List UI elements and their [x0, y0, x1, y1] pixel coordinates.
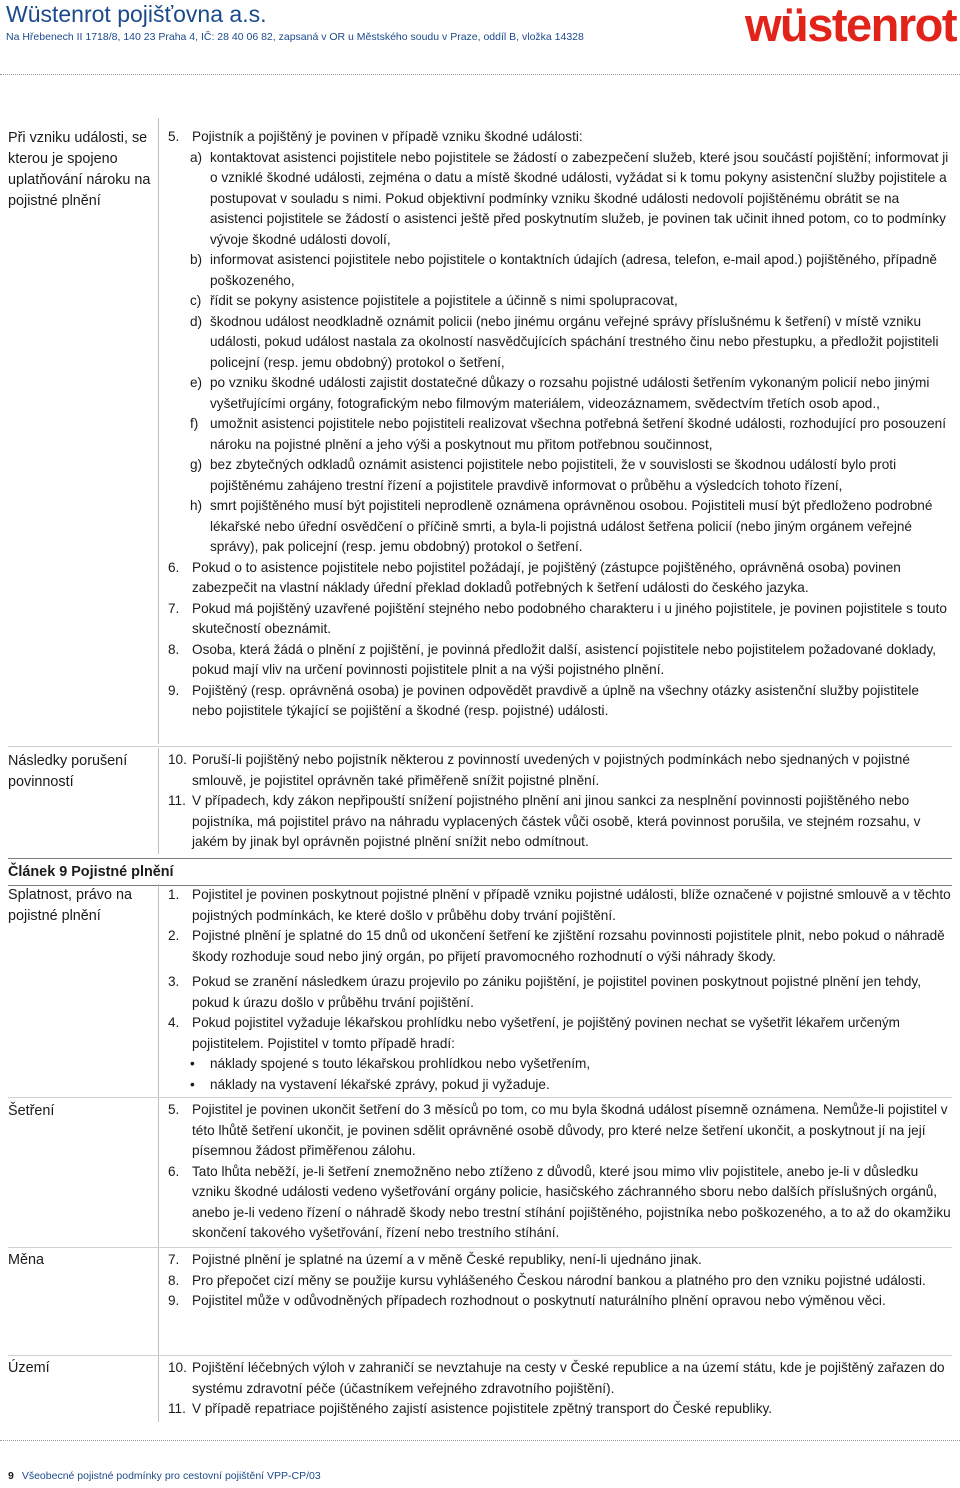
- bullet-icon: •: [190, 1076, 195, 1092]
- column-divider: [158, 748, 159, 854]
- clause-10: [168, 750, 952, 791]
- clause-8: [168, 1271, 952, 1292]
- clause-11: [168, 1399, 952, 1420]
- clause-1: [168, 885, 952, 926]
- clause-7: [168, 599, 952, 640]
- clause-number: 7.: [168, 600, 180, 616]
- bullet-item: [168, 1054, 952, 1075]
- bullet-text: náklady na vystavení lékařské zprávy, pokud ji vyžaduje.: [210, 1076, 550, 1092]
- clause-text: Poruší-li pojištěný nebo pojistník některou z povinností uvedených v pojistných podmínkách nebo sjednaných v pojistné smlouvě, je pojistitel oprávněn také přiměřeně snížit pojistné plnění.: [192, 752, 910, 788]
- column-divider: [158, 884, 159, 1422]
- clause-text: škodnou událost neodkladně oznámit policii (nebo jinému orgánu veřejné správy příslušnému k šetření) v místě vzniku události, pokud událost nastala za okolností nasvědčujících spáchání trestného činu nebo přestupku, a předložit pojistiteli policejní (resp. jemu obdobný) protokol o šetření,: [210, 313, 939, 370]
- clause-text: Pojistník a pojištěný je povinen v případě vzniku škodné události:: [192, 129, 583, 144]
- section-label-territory: Území: [8, 1360, 50, 1376]
- clause-text: bez zbytečných odkladů oznámit asistenci pojistitele nebo pojistiteli, že v souvislosti se škodnou událostí bylo proti pojištěnému zahájeno trestní řízení a pojistitele pravdivě informovat o průběhu a výsledcích tohoto řízení,: [210, 457, 897, 493]
- clause-text: informovat asistenci pojistitele nebo pojistitele o kontaktních údajích (adresa, telefon, e-mail apod.) pojištěného, případně poškozeného,: [210, 252, 937, 288]
- breach-block: [168, 750, 952, 853]
- section-label-breach-consequences: Následky porušení povinností: [8, 753, 128, 790]
- clause-number: 8.: [168, 1272, 180, 1288]
- row-divider: [8, 1355, 952, 1356]
- clause-8: [168, 640, 952, 681]
- clause-letter: c): [190, 293, 202, 308]
- company-address: Na Hřebenech II 1718/8, 140 23 Praha 4, IČ: 28 40 06 82, zapsaná v OR u Městského soudu v Praze, oddíl B, vložka 14328: [6, 31, 584, 43]
- clause-number: 3.: [168, 974, 180, 989]
- obligations-block: [168, 127, 952, 722]
- clause-number: 1.: [168, 887, 180, 902]
- column-divider: [158, 118, 159, 744]
- clause-text: Tato lhůta neběží, je-li šetření znemožněno nebo ztíženo z důvodů, které jsou mimo vliv pojistitele, anebo je-li v důsledku vzniku škodné události vedeno vyšetřování orgány policie, hasičského záchranného sboru nebo dalších příslušných orgánů, anebo je-li vedeno řízení o náhradě škody nebo trestní stíhání pojištěného, pojistníka nebo poškozeného, a to až do okamžiku skončení takového vyšetřování, řízení nebo trestního stíhání.: [192, 1163, 951, 1240]
- clause-text: Pojistitel může v odůvodněných případech rozhodnout o poskytnutí naturálního plnění opravou nebo výměnou věci.: [192, 1293, 886, 1308]
- clause-text: kontaktovat asistenci pojistitele nebo pojistitele se žádostí o zabezpečení služeb, které jsou součástí pojištění; informovat ji o vzniklé škodné události, zejména o datu a místě škodné události, vyžádat si k tomu pokyny asistenční služby pojistitele a postupovat v souladu s nimi. Pokud objektivní podmínky vzniku škodné události nedovolí pojištěnému obrátit se na asistenci pojistitele se žádostí o asistenci ještě před poskytnutím služeb, je povinen tak učinit ihned potom, co to podmínky vývoje škodné události dovolí,: [210, 149, 949, 247]
- section-label-investigation: Šetření: [8, 1103, 55, 1119]
- clause-4: [168, 1013, 952, 1054]
- clause-text: Osoba, která žádá o plnění z pojištění, je povinná předložit další, asistencí pojistitele nebo pojistitelem požadované doklady, pokud mají vliv na určení povinnosti pojistitele plnit a na výši pojistného plnění.: [192, 641, 937, 677]
- currency-block: [168, 1250, 952, 1312]
- clause-text: Pojistitel je povinen poskytnout pojistné plnění v případě vzniku pojistné události, blíže označené v pojistné smlouvě a v těchto pojistných podmínkách, ke které došlo v průběhu doby trvání pojištění.: [192, 887, 951, 923]
- clause-5: [168, 1100, 952, 1162]
- clause-5f: [168, 414, 952, 455]
- footer-title: Všeobecné pojistné podmínky pro cestovní pojištění VPP-CP/03: [21, 1470, 321, 1482]
- clause-text: umožnit asistenci pojistitele nebo pojistiteli realizovat všechna potřebná šetření škodné události, rozhodující pro posouzení nároku na pojistné plnění a jeho výši a poskytnout mu přitom potřebnou součinnost,: [210, 416, 947, 452]
- clause-3: [168, 972, 952, 1013]
- bullet-icon: •: [190, 1056, 195, 1071]
- clause-number: 9.: [168, 1293, 180, 1308]
- clause-letter: b): [190, 252, 203, 267]
- clause-6: [168, 558, 952, 599]
- clause-9: [168, 1291, 952, 1312]
- clause-11: [168, 791, 952, 853]
- clause-text: Pokud o to asistence pojistitele nebo pojistitel požádají, je pojištěný (zástupce pojištěného, oprávněná osoba) povinen zabezpečit na vlastní náklady úřední překlad dokladů potřebných k šetření události do českého jazyka.: [192, 559, 901, 595]
- clause-number: 2.: [168, 928, 180, 943]
- section-label-currency: Měna: [8, 1252, 44, 1268]
- clause-5b: [168, 250, 952, 291]
- clause-letter: a): [190, 149, 203, 165]
- clause-number: 7.: [168, 1252, 180, 1267]
- section-label-maturity: Splatnost, právo na pojistné plnění: [8, 887, 132, 924]
- clause-text: Pojištěný (resp. oprávněná osoba) je povinen odpovědět pravdivě a úplně na všechny otázky asistenční služby pojistitele nebo pojistitele týkající se pojištění a škodné (resp. pojistné) události.: [192, 682, 919, 718]
- company-name: Wüstenrot pojišťovna a.s.: [6, 1, 267, 27]
- clause-number: 10.: [168, 752, 187, 767]
- clause-number: 11.: [168, 793, 186, 808]
- clause-text: řídit se pokyny asistence pojistitele a pojistitele a účinně s nimi spolupracovat,: [210, 293, 678, 308]
- clause-10: [168, 1358, 952, 1399]
- clause-number: 5.: [168, 129, 180, 144]
- clause-text: po vzniku škodné události zajistit dostatečné důkazy o rozsahu pojistné události šetřením vykonaným policií nebo jinými vyšetřujícími orgány, fotografickým nebo filmovým materiálem, videozáznamem, svědectvím třetích osob apod.,: [210, 375, 930, 411]
- row-divider: [8, 1097, 952, 1098]
- clause-text: V případech, kdy zákon nepřipouští snížení pojistného plnění ani jinou sankci za nesplnění povinnosti pojištěného nebo pojistníka, má pojistitel právo na náhradu vyplacených částek vůči osobě, která povinnost porušila, ve stejném rozsahu, v jakém by jinak byl oprávněn pojistné plnění snížit nebo odmítnout.: [192, 793, 921, 849]
- clause-number: 11.: [168, 1401, 186, 1416]
- clause-text: Pro přepočet cizí měny se použije kursu vyhlášeného Českou národní bankou a platného pro den vzniku pojistné události.: [192, 1272, 926, 1288]
- territory-block: [168, 1358, 952, 1420]
- clause-text: Pokud se zranění následkem úrazu projevilo po zániku pojištění, je pojistitel povinen poskytnout pojistné plnění jen tehdy, pokud k úrazu došlo v průběhu trvání pojištění.: [192, 974, 921, 1010]
- clause-text: Pojistitel je povinen ukončit šetření do 3 měsíců po tom, co mu byla škodná událost písemně oznámena. Nemůže-li pojistitel v této lhůtě šetření ukončit, je povinen sdělit oprávněné osobě důvody, pro které nelze šetření ukončit, a poskytnout jí na její písemnou žádost přiměřenou zálohu.: [192, 1102, 948, 1158]
- clause-5h: [168, 496, 952, 558]
- clause-5d: [168, 312, 952, 374]
- clause-number: 9.: [168, 682, 180, 698]
- clause-5c: [168, 291, 952, 312]
- clause-5e: [168, 373, 952, 414]
- clause-7: [168, 1250, 952, 1271]
- clause-number: 8.: [168, 641, 180, 657]
- clause-letter: e): [190, 375, 203, 390]
- row-divider: [8, 746, 952, 747]
- clause-number: 4.: [168, 1015, 180, 1030]
- clause-number: 6.: [168, 1163, 180, 1179]
- header-rule: [0, 74, 960, 75]
- clause-2: [168, 926, 952, 967]
- clause-text: Pokud pojistitel vyžaduje lékařskou prohlídku nebo vyšetření, je pojištěný povinen nechat se vyšetřit lékařem určeným pojistitelem. Pojistitel v tomto případě hradí:: [192, 1015, 900, 1051]
- clause-letter: g): [190, 457, 203, 472]
- clause-text: smrt pojištěného musí být pojistiteli neprodleně oznámena oprávněnou osobou. Pojistiteli musí být předloženo podrobné lékařské nebo úřední osvědčení o příčině smrti, a byla-li pojistná událost šetřena policií (nebo jiným orgánem veřejné správy), pak policejní (resp. jemu obdobný) protokol o šetření.: [210, 498, 933, 554]
- clause-text: Pojistné plnění je splatné do 15 dnů od ukončení šetření ke zjištění rozsahu povinnosti pojistitele plnit, nebo pokud o náhradě škody rozhoduje soud nebo jiný orgán, po přijetí pravomocného rozhodnutí o výši náhrady škody.: [192, 928, 945, 964]
- clause-5a: [168, 148, 952, 251]
- clause-number: 6.: [168, 559, 180, 575]
- row-divider: [8, 1247, 952, 1248]
- bullet-text: náklady spojené s touto lékařskou prohlídkou nebo vyšetřením,: [210, 1056, 591, 1071]
- section-label-claim-event: Při vzniku události, se kterou je spojeno uplatňování nároku na pojistné plnění: [8, 130, 151, 209]
- clause-text: V případě repatriace pojištěného zajistí asistence pojistitele zpětný transport do České republiky.: [192, 1401, 773, 1416]
- clause-number: 5.: [168, 1102, 180, 1117]
- footer-rule: [0, 1440, 960, 1441]
- investigation-block: [168, 1100, 952, 1244]
- clause-6: [168, 1162, 952, 1244]
- clause-text: Pojistné plnění je splatné na území a v měně České republiky, není-li ujednáno jinak.: [192, 1252, 702, 1267]
- page-number: 9: [8, 1470, 14, 1482]
- footer: [8, 1470, 321, 1482]
- article-heading: Článek 9 Pojistné plnění: [8, 858, 952, 886]
- clause-letter: d): [190, 313, 203, 329]
- clause-letter: h): [190, 498, 203, 513]
- clause-number: 10.: [168, 1360, 187, 1375]
- wustenrot-logo: wüstenrot: [744, 0, 956, 51]
- clause-letter: f): [190, 416, 199, 431]
- clause-text: Pokud má pojištěný uzavřené pojištění stejného nebo podobného charakteru i u jiného pojistitele, je povinen pojistitele s touto skutečností obeznámit.: [192, 600, 947, 636]
- clause-text: Pojištění léčebných výloh v zahraničí se nevztahuje na cesty v České republice a na území státu, kde je pojištěný zařazen do systému zdravotní péče (účastníkem veřejného zdravotního pojištění).: [192, 1360, 945, 1396]
- clause-9: [168, 681, 952, 722]
- clause-5: [168, 127, 952, 148]
- maturity-block: [168, 885, 952, 1095]
- clause-5g: [168, 455, 952, 496]
- bullet-item: [168, 1075, 952, 1096]
